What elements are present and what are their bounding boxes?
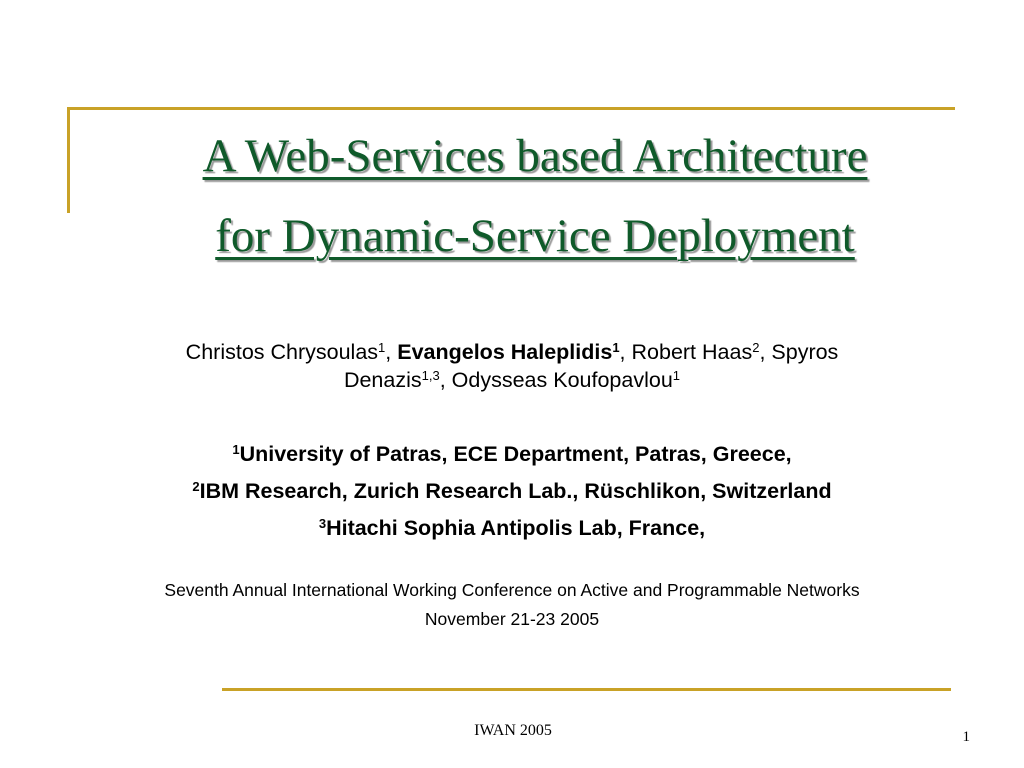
author-name: Odysseas Koufopavlou [451, 368, 673, 392]
author-affiliation-mark: 1 [612, 340, 620, 355]
footer-label: IWAN 2005 [474, 722, 552, 739]
title-line-2: for Dynamic-Service Deployment [215, 210, 855, 262]
footer-rule [222, 688, 951, 691]
author-name: Robert Haas [631, 340, 753, 364]
author-name-last: Denazis [343, 368, 422, 392]
title-line-1: A Web-Services based Architecture [202, 130, 868, 182]
author-name-first: Spyros [771, 340, 839, 364]
affiliation-2 [30, 473, 994, 510]
author-affiliation-mark: 1,3 [421, 368, 440, 383]
author-affiliation-mark: 1 [672, 368, 681, 383]
conference-dates: November 21-23 2005 [424, 609, 600, 629]
affiliation-list [30, 436, 994, 547]
author-affiliation-mark: 1 [378, 340, 386, 355]
author-name-presenter: Evangelos Haleplidis$^1$ [397, 340, 620, 364]
affiliation-mark: 2 [192, 479, 200, 494]
conference-name: Seventh Annual International Working Conference on Active and Programmable Networks [164, 580, 860, 600]
affiliation-1 [30, 436, 994, 473]
conference-info [20, 576, 1004, 634]
affiliation-text: IBM Research, Zurich Research Lab., Rüschlikon, Switzerland [199, 479, 832, 503]
slide-number: 1 [962, 729, 970, 745]
author-line-2: Denazis$^{1,3}$, Odysseas Koufopavlou$^1$ [343, 368, 681, 392]
affiliation-text: Hitachi Sophia Antipolis Lab, France, [326, 516, 706, 540]
author-name: Christos Chrysoulas [185, 340, 379, 364]
affiliation-3 [30, 510, 994, 547]
author-line-1: Christos Chrysoulas$^1$, Evangelos Haleplidis$^1$, Robert Haas$^2$, Spyros [185, 340, 839, 364]
frame-top-rule [67, 107, 955, 110]
slide-title [70, 116, 1000, 276]
affiliation-mark: 3 [318, 516, 327, 531]
author-list [40, 338, 984, 394]
affiliation-mark: 1 [232, 442, 240, 457]
affiliation-text: University of Patras, ECE Department, Patras, Greece, [239, 442, 792, 466]
author-affiliation-mark: 2 [752, 340, 760, 355]
